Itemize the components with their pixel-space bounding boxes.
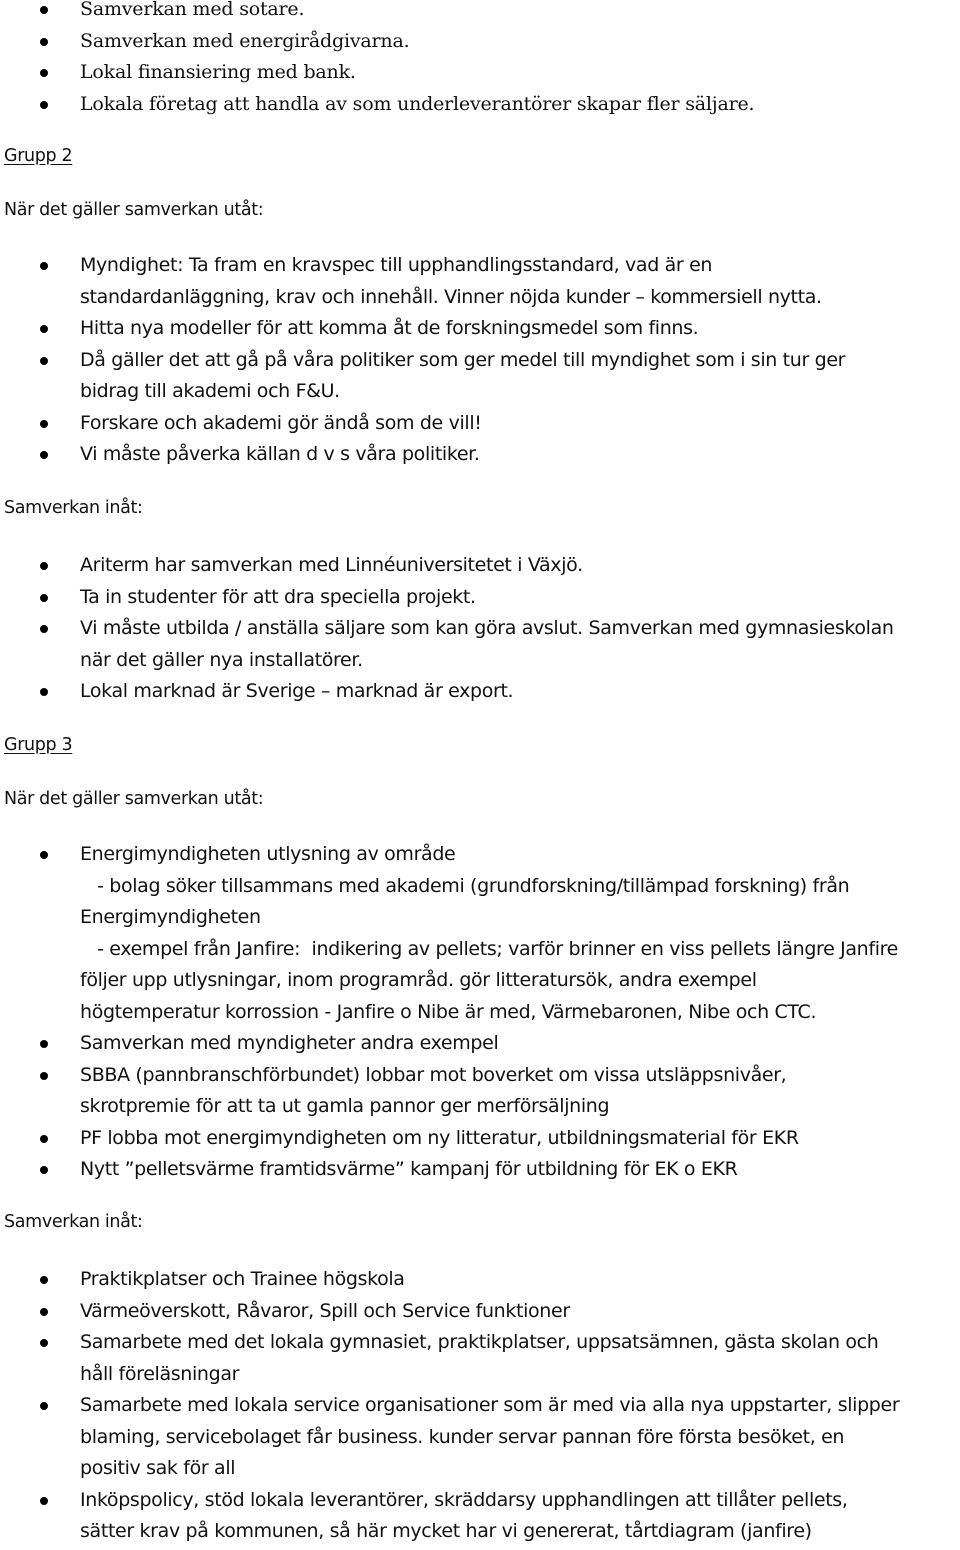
bullet-icon	[40, 851, 48, 859]
list-item	[0, 439, 960, 471]
list-item-line: när det gäller nya installatörer.	[80, 648, 363, 671]
list-item	[0, 1296, 960, 1328]
list-item-line: Då gäller det att gå på våra politiker som ger medel till myndighet som i sin tur ger	[80, 348, 846, 371]
list-item	[0, 26, 960, 58]
list-item-line: Samverkan med sotare.	[80, 0, 305, 20]
bullet-icon	[40, 262, 48, 270]
group2-in-heading: Samverkan inåt:	[4, 498, 143, 518]
group2-in-list	[0, 550, 960, 708]
list-item-line: Vi måste utbilda / anställa säljare som kan göra avslut. Samverkan med gymnasieskolan	[80, 617, 894, 639]
list-item	[0, 1390, 960, 1485]
bullet-icon	[40, 1135, 48, 1143]
list-item-line: Ariterm har samverkan med Linnéuniversitetet i Växjö.	[80, 554, 583, 576]
list-item	[0, 1485, 960, 1548]
list-item	[0, 839, 960, 1028]
list-item-line: Energimyndigheten utlysning av område	[80, 843, 456, 865]
list-item-line: positiv sak för all	[80, 1457, 236, 1479]
list-item-line: Energimyndigheten	[80, 906, 261, 928]
top-bullet-list	[0, 0, 960, 120]
list-item-line: SBBA (pannbranschförbundet) lobbar mot boverket om vissa utsläppsnivåer,	[80, 1063, 787, 1086]
list-item-line: Värmeöverskott, Råvaror, Spill och Service funktioner	[80, 1299, 570, 1322]
list-item-line: Samarbete med lokala service organisationer som är med via alla nya uppstarter, slipper	[80, 1394, 900, 1416]
list-item-line: Hitta nya modeller för att komma åt de forskningsmedel som finns.	[80, 317, 699, 339]
list-item-line: Lokal marknad är Sverige – marknad är export.	[80, 680, 514, 702]
list-item	[0, 1154, 960, 1186]
list-item	[0, 1123, 960, 1155]
group2-title: Grupp 2	[4, 146, 73, 166]
group2-out-list	[0, 250, 960, 471]
bullet-icon	[40, 325, 48, 333]
list-item	[0, 0, 960, 26]
list-item	[0, 250, 960, 313]
list-item-line: Forskare och akademi gör ändå som de vill!	[80, 411, 482, 434]
bullet-icon	[40, 1040, 48, 1048]
list-item	[0, 345, 960, 408]
list-item-line: Samarbete med det lokala gymnasiet, praktikplatser, uppsatsämnen, gästa skolan och	[80, 1331, 879, 1353]
group3-in-list	[0, 1264, 960, 1548]
bullet-icon	[40, 420, 48, 428]
list-item	[0, 550, 960, 582]
group3-title: Grupp 3	[4, 735, 73, 755]
bullet-icon	[40, 357, 48, 365]
bullet-icon	[40, 1276, 48, 1284]
list-item-line: - exempel från Janfire: indikering av pellets; varför brinner en viss pellets längre Janfire	[80, 937, 899, 960]
list-item-line: sätter krav på kommunen, så här mycket har vi genererat, tårtdiagram (janfire)	[80, 1520, 812, 1542]
list-item	[0, 676, 960, 708]
list-item	[0, 408, 960, 440]
bullet-icon	[40, 688, 48, 696]
bullet-icon	[40, 6, 48, 14]
group3-in-heading: Samverkan inåt:	[4, 1212, 143, 1232]
bullet-icon	[40, 69, 48, 77]
bullet-icon	[40, 1497, 48, 1505]
group2-out-heading: När det gäller samverkan utåt:	[4, 200, 264, 220]
bullet-icon	[40, 594, 48, 602]
bullet-icon	[40, 625, 48, 633]
bullet-icon	[40, 1166, 48, 1174]
list-item-line: Ta in studenter för att dra speciella projekt.	[80, 585, 476, 608]
bullet-icon	[40, 1339, 48, 1347]
list-item-line: standardanläggning, krav och innehåll. Vinner nöjda kunder – kommersiell nytta.	[80, 285, 822, 308]
list-item	[0, 89, 960, 121]
list-item-line: Lokal finansiering med bank.	[80, 61, 356, 83]
list-item-line: blaming, servicebolaget får business. kunder servar pannan före första besöket, en	[80, 1425, 845, 1448]
bullet-icon	[40, 562, 48, 570]
list-item	[0, 1264, 960, 1296]
list-item-line: Samverkan med myndigheter andra exempel	[80, 1032, 499, 1054]
group3-out-heading: När det gäller samverkan utåt:	[4, 789, 264, 809]
group3-out-list	[0, 839, 960, 1186]
list-item	[0, 313, 960, 345]
list-item	[0, 613, 960, 676]
bullet-icon	[40, 1072, 48, 1080]
list-item-line: Vi måste påverka källan d v s våra politiker.	[80, 443, 480, 465]
bullet-icon	[40, 1402, 48, 1410]
list-item	[0, 57, 960, 89]
list-item-line: håll föreläsningar	[80, 1362, 240, 1385]
list-item-line: högtemperatur korrossion - Janfire o Nibe är med, Värmebaronen, Nibe och CTC.	[80, 1000, 817, 1023]
list-item	[0, 1327, 960, 1390]
list-item-line: Inköpspolicy, stöd lokala leverantörer, skräddarsy upphandlingen att tillåter pellets,	[80, 1488, 848, 1511]
list-item-line: Myndighet: Ta fram en kravspec till upphandlingsstandard, vad är en	[80, 254, 713, 276]
list-item-line: Lokala företag att handla av som underleverantörer skapar fler säljare.	[80, 92, 755, 115]
bullet-icon	[40, 451, 48, 459]
list-item-line: Praktikplatser och Trainee högskola	[80, 1268, 405, 1290]
list-item-line: följer upp utlysningar, inom programråd. gör litteratursök, andra exempel	[80, 969, 757, 991]
list-item-line: skrotpremie för att ta ut gamla pannor ger merförsäljning	[80, 1095, 610, 1117]
list-item-line: Samverkan med energirådgivarna.	[80, 29, 410, 52]
list-item-line: Nytt ”pelletsvärme framtidsvärme” kampanj för utbildning för EK o EKR	[80, 1158, 738, 1180]
list-item	[0, 1028, 960, 1060]
list-item	[0, 1060, 960, 1123]
bullet-icon	[40, 1308, 48, 1316]
bullet-icon	[40, 38, 48, 46]
bullet-icon	[40, 101, 48, 109]
list-item-line: - bolag söker tillsammans med akademi (grundforskning/tillämpad forskning) från	[80, 874, 850, 897]
list-item-line: PF lobba mot energimyndigheten om ny litteratur, utbildningsmaterial för EKR	[80, 1126, 799, 1149]
list-item	[0, 582, 960, 614]
list-item-line: bidrag till akademi och F&U.	[80, 380, 340, 402]
